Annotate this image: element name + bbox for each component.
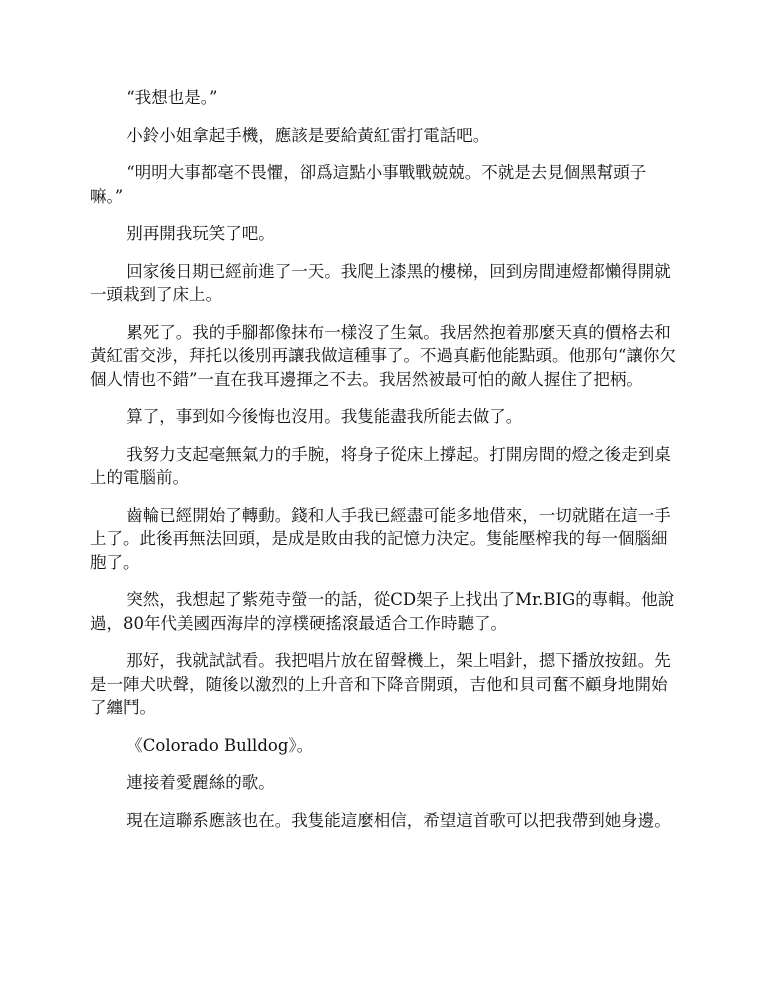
paragraph: 現在這聯系應該也在。我隻能這麼相信，希望這首歌可以把我帶到她身邊。 <box>126 810 671 830</box>
paragraph: “我想也是。” <box>126 88 218 107</box>
paragraph: 回家後日期已經前進了一天。我爬上漆黑的樓梯，回到房間連燈都懶得開就一頭栽到了床上。 <box>90 261 671 304</box>
paragraph: 連接着愛麗絲的歌。 <box>126 773 275 792</box>
paragraph: 齒輪已經開始了轉動。錢和人手我已經盡可能多地借來，一切就賭在這一手上了。此後再無法回頭，是成是敗由我的記憶力決定。隻能壓榨我的每一個腦細胞了。 <box>90 505 671 572</box>
paragraph: 累死了。我的手腳都像抹布一樣沒了生氣。我居然抱着那麼天真的價格去和黃紅雷交涉，拜托以後別再讓我做這種事了。不過真虧他能點頭。他那句“讓你欠個人情也不錯”一直在我耳邊揮之不去。我居然被最可怕的敵人握住了把柄。 <box>90 322 676 389</box>
paragraph: 突然，我想起了紫苑寺螢一的話，從CD架子上找出了Mr.BIG的專輯。他說過，80年代美國西海岸的淳樸硬搖滾最适合工作時聽了。 <box>90 590 675 633</box>
paragraph: “明明大事都毫不畏懼，卻爲這點小事戰戰兢兢。不就是去見個黑幫頭子嘛。” <box>90 163 647 206</box>
paragraph: 《Colorado Bulldog》。 <box>126 735 314 755</box>
paragraph: 那好，我就試試看。我把唱片放在留聲機上，架上唱針，摁下播放按鈕。先是一陣犬吠聲，随後以激烈的上升音和下降音開頭，吉他和貝司奮不顧身地開始了纏鬥。 <box>90 651 671 717</box>
paragraph: 算了，事到如今後悔也沒用。我隻能盡我所能去做了。 <box>126 407 523 426</box>
paragraph: 我努力支起毫無氣力的手腕，将身子從床上撐起。打開房間的燈之後走到桌上的電腦前。 <box>90 444 671 487</box>
paragraph: 小鈴小姐拿起手機，應該是要給黃紅雷打電話吧。 <box>126 125 490 145</box>
document-body <box>90 86 676 846</box>
paragraph: 别再開我玩笑了吧。 <box>126 224 275 243</box>
